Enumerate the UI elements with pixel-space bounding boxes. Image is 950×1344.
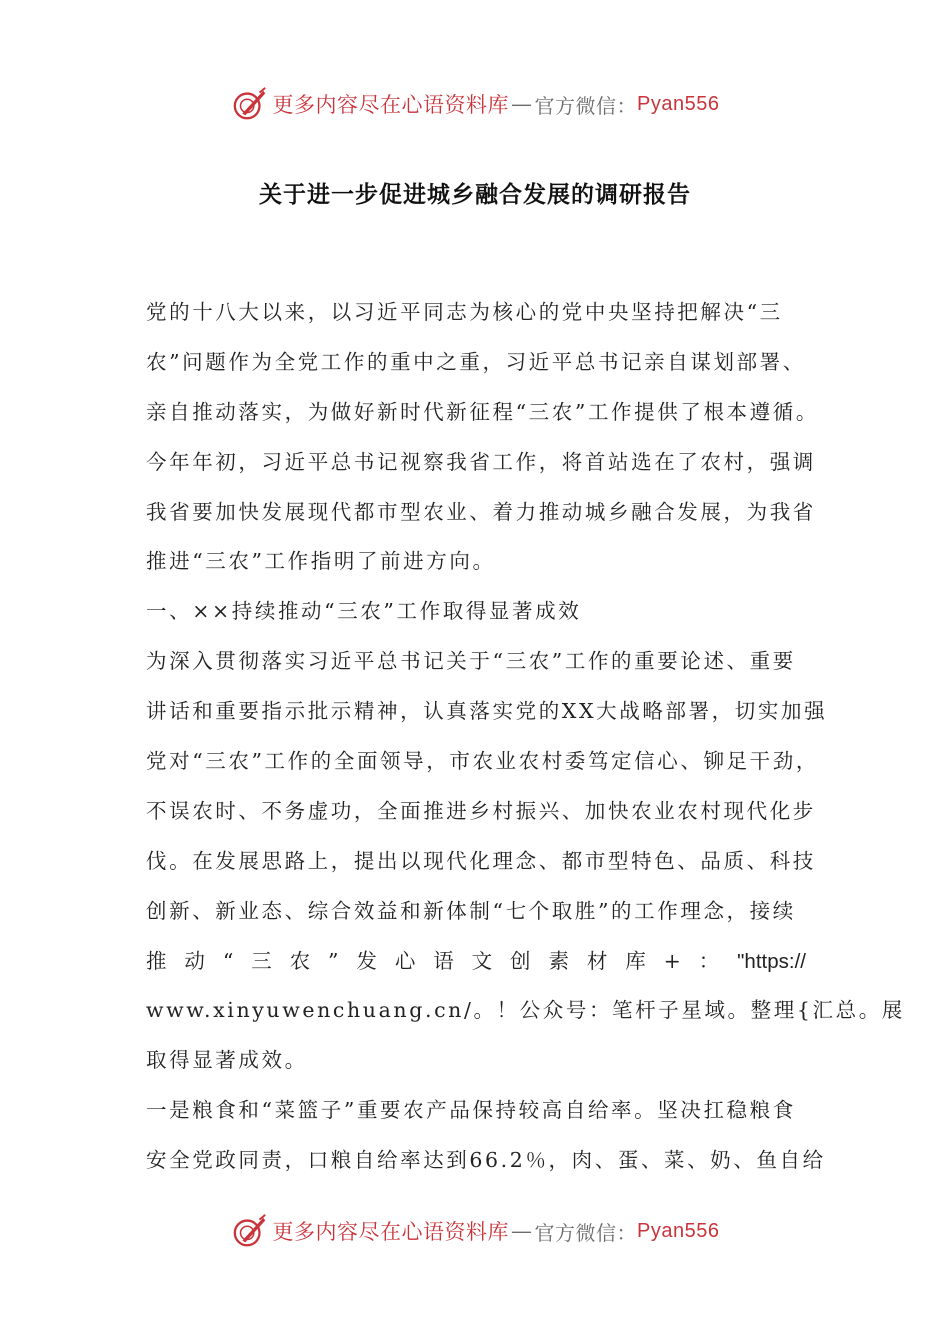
banner-wechat-label: 官方微信： [534, 93, 638, 118]
document-body [146, 288, 905, 1186]
justified-token: 农 [289, 948, 311, 973]
justified-token: 心 [394, 948, 416, 973]
justified-token: ” [328, 948, 339, 973]
banner-wechat-handle: Pyan556 [637, 1219, 720, 1242]
justified-token: + [663, 948, 681, 973]
body-line: 取得显著成效。 [146, 1048, 308, 1073]
justified-token: 推 [146, 948, 167, 973]
body-line: 一是粮食和“菜篮子”重要农产品保持较高自给率。坚决扛稳粮食 [146, 1098, 796, 1123]
justified-token: 库 [625, 948, 646, 973]
header-banner [0, 82, 950, 126]
quill-seal-logo-icon [231, 85, 269, 123]
justified-token: 动 [184, 948, 205, 973]
body-line: 为深入贯彻落实习近平总书记关于“三农”工作的重要论述、重要 [146, 649, 796, 674]
document-title: 关于进一步促进城乡融合发展的调研报告 [259, 182, 691, 208]
justified-token: ： [698, 948, 720, 973]
justified-line [146, 937, 806, 987]
footer-banner [0, 1209, 950, 1253]
body-line: 不误农时、不务虚功，全面推进乡村振兴、加快农业农村现代化步 [146, 798, 816, 823]
body-line: 今年年初，习近平总书记视察我省工作，将首站选在了农村，强调 [146, 449, 816, 474]
section-heading: 一、××持续推动“三农”工作取得显著成效 [146, 599, 582, 624]
body-line-url: www.xinyuwenchuang.cn/。！公众号：笔杆子星域。整理{汇总。展 [146, 998, 905, 1023]
body-line: 党对“三农”工作的全面领导，市农业农村委笃定信心、铆足干劲， [146, 749, 819, 774]
body-line: 创新、新业态、综合效益和新体制“七个取胜”的工作理念，接续 [146, 898, 796, 923]
body-line: 亲自推动落实，为做好新时代新征程“三农”工作提供了根本遵循。 [146, 399, 819, 424]
justified-token: 创 [510, 948, 531, 973]
justified-token: 三 [251, 948, 272, 973]
banner-main-text: 更多内容尽在心语资料库 [272, 93, 510, 117]
body-line: 农”问题作为全党工作的重中之重，习近平总书记亲自谋划部署、 [146, 349, 806, 374]
banner-wechat-label: 官方微信： [534, 1220, 638, 1245]
banner-separator: — [511, 92, 533, 116]
body-line: 安全党政同责，口粮自给率达到66.2％，肉、蛋、菜、奶、鱼自给 [146, 1148, 826, 1173]
banner-main-text: 更多内容尽在心语资料库 [272, 1220, 510, 1244]
justified-token: 文 [471, 948, 493, 973]
body-line: 党的十八大以来，以习近平同志为核心的党中央坚持把解决“三 [146, 300, 783, 324]
justified-token: 材 [586, 948, 608, 973]
banner-separator: — [511, 1219, 533, 1243]
quill-seal-logo-icon [231, 1212, 269, 1250]
body-line: 推进“三农”工作指明了前进方向。 [146, 549, 496, 574]
justified-token-url-start: "https:// [737, 949, 806, 973]
body-line: 讲话和重要指示批示精神，认真落实党的XX大战略部署，切实加强 [146, 699, 828, 724]
justified-token: 素 [548, 948, 569, 973]
banner-wechat-handle: Pyan556 [637, 92, 720, 115]
body-line: 我省要加快发展现代都市型农业、着力推动城乡融合发展，为我省 [146, 499, 816, 524]
justified-token: “ [222, 948, 234, 973]
justified-token: 发 [356, 948, 377, 973]
body-line: 伐。在发展思路上，提出以现代化理念、都市型特色、品质、科技 [146, 848, 816, 873]
justified-token: 语 [433, 948, 454, 973]
